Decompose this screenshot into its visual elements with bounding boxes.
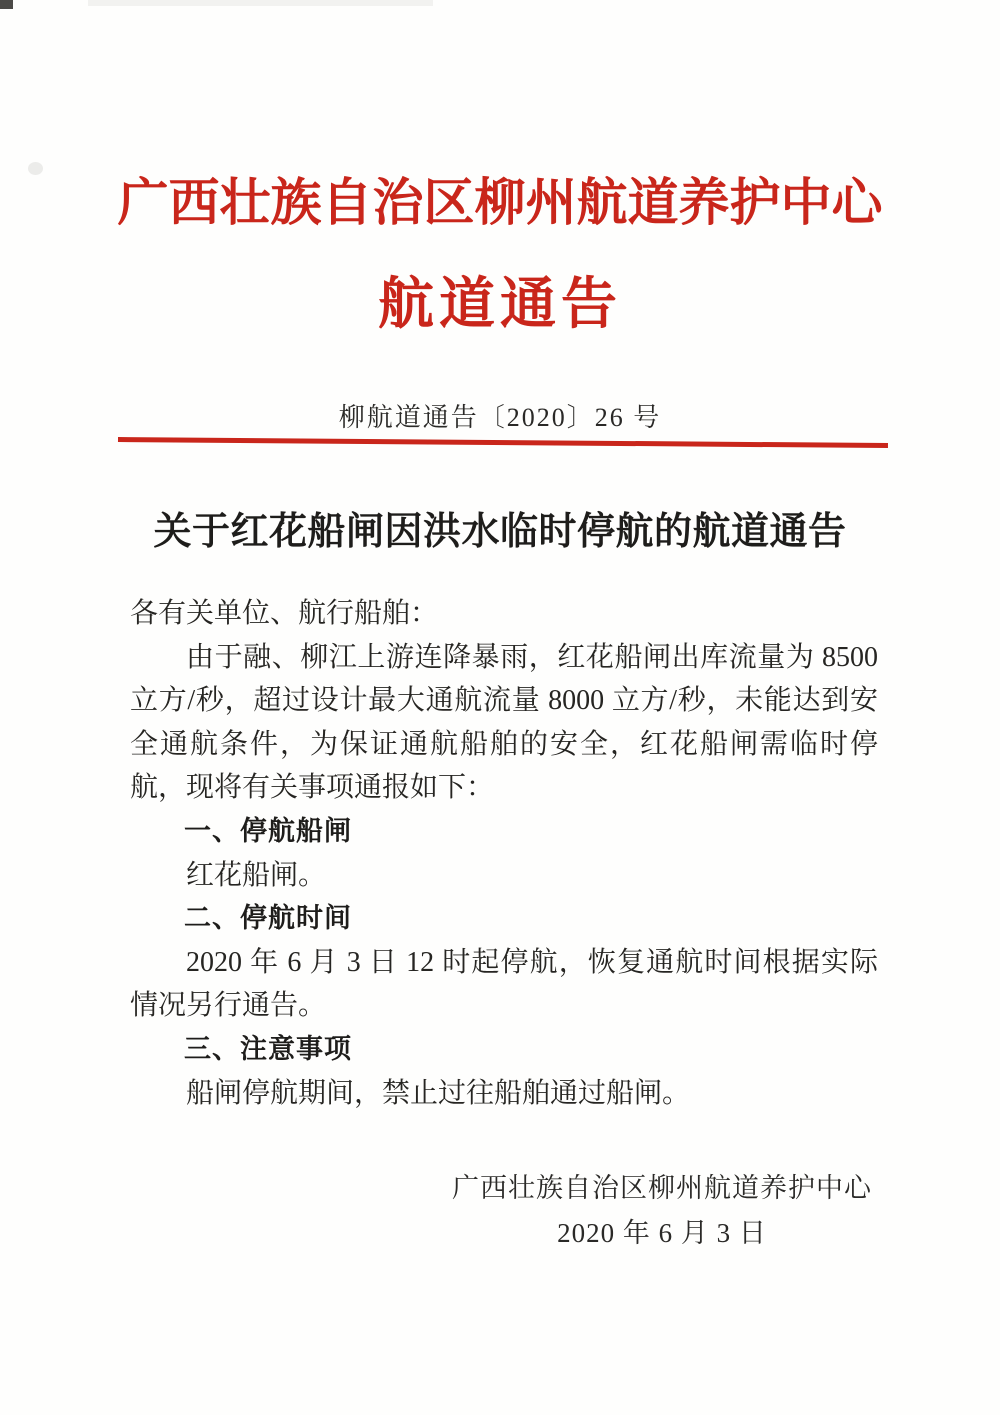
section-2-heading: 二、停航时间 xyxy=(184,903,352,934)
intro-paragraph: 由于融、柳江上游连降暴雨，红花船闸出库流量为 8500 立方/秒，超过设计最大通航流量 8000 立方/秒，未能达到安全通航条件，为保证通航船舶的安全，红花船闸需临时停航，现将有关事项通报如下： xyxy=(130,641,878,804)
salutation: 各有关单位、航行船舶： xyxy=(130,598,439,629)
scan-artifact-corner xyxy=(0,0,13,9)
doc-type-title: 航道通告 xyxy=(378,274,622,336)
signature-block xyxy=(452,1166,872,1256)
scan-artifact-streak xyxy=(88,0,433,6)
signature-date: 2020 年 6 月 3 日 xyxy=(557,1218,767,1248)
red-divider-line xyxy=(118,437,888,448)
notice-title: 关于红花船闸因洪水临时停航的航道通告 xyxy=(153,511,847,553)
notice-body xyxy=(130,592,878,1115)
signature-org: 广西壮族自治区柳州航道养护中心 xyxy=(452,1173,872,1203)
section-3-body: 船闸停航期间，禁止过往船舶通过船闸。 xyxy=(186,1077,691,1109)
doc-number: 柳航道通告〔2020〕26 号 xyxy=(338,403,662,432)
section-1-heading: 一、停航船闸 xyxy=(184,815,352,846)
section-1-body: 红花船闸。 xyxy=(186,859,327,891)
org-title: 广西壮族自治区柳州航道养护中心 xyxy=(117,176,883,232)
section-2-body: 2020 年 6 月 3 日 12 时起停航，恢复通航时间根据实际情况另行通告。 xyxy=(130,946,878,1022)
section-3-heading: 三、注意事项 xyxy=(184,1033,352,1064)
